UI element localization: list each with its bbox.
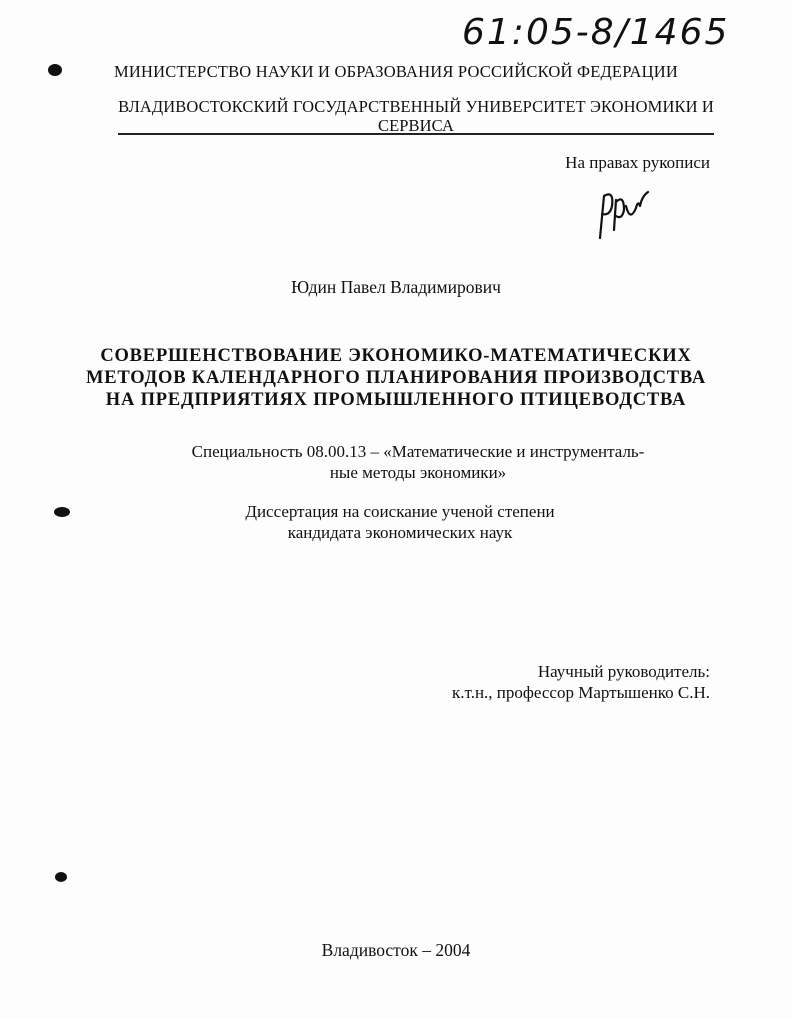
specialty-line-2: ные методы экономики» (329, 463, 507, 482)
advisor-name: к.т.н., профессор Мартышенко С.Н. (452, 683, 710, 702)
degree-line-1: Диссертация на соискание ученой степени (245, 502, 555, 521)
university-heading (110, 97, 722, 135)
scan-blot-3 (55, 872, 67, 882)
city-year: Владивосток – 2004 (321, 940, 471, 960)
ministry-heading: МИНИСТЕРСТВО НАУКИ И ОБРАЗОВАНИЯ РОССИЙСКОЙ ФЕДЕРАЦИИ (114, 62, 678, 81)
scientific-advisor (420, 661, 710, 703)
title-line-2: МЕТОДОВ КАЛЕНДАРНОГО ПЛАНИРОВАНИЯ ПРОИЗВОДСТВА (85, 368, 707, 388)
degree-statement (120, 501, 680, 543)
title-line-3: НА ПРЕДПРИЯТИЯХ ПРОМЫШЛЕННОГО ПТИЦЕВОДСТВА (105, 390, 687, 410)
specialty (120, 441, 716, 483)
manuscript-note: На правах рукописи (565, 153, 710, 172)
advisor-label: Научный руководитель: (537, 662, 710, 681)
dissertation-title (80, 345, 712, 411)
header-divider (118, 133, 714, 135)
specialty-line-1: Специальность 08.00.13 – «Математические и инструменталь- (191, 442, 645, 461)
author-name: Юдин Павел Владимирович (291, 277, 501, 297)
scan-blot-2 (54, 507, 70, 517)
university-line-1: ВЛАДИВОСТОКСКИЙ ГОСУДАРСТВЕННЫЙ УНИВЕРСИТЕТ ЭКОНОМИКИ И (118, 97, 714, 116)
title-line-1: СОВЕРШЕНСТВОВАНИЕ ЭКОНОМИКО-МАТЕМАТИЧЕСКИХ (100, 346, 692, 366)
handwritten-archive-code (452, 6, 752, 56)
signature (592, 186, 652, 244)
degree-line-2: кандидата экономических наук (287, 523, 513, 542)
handwritten-code-text: 61:05-8/1465 (462, 12, 730, 53)
university-line-2: СЕРВИСА (378, 116, 454, 135)
